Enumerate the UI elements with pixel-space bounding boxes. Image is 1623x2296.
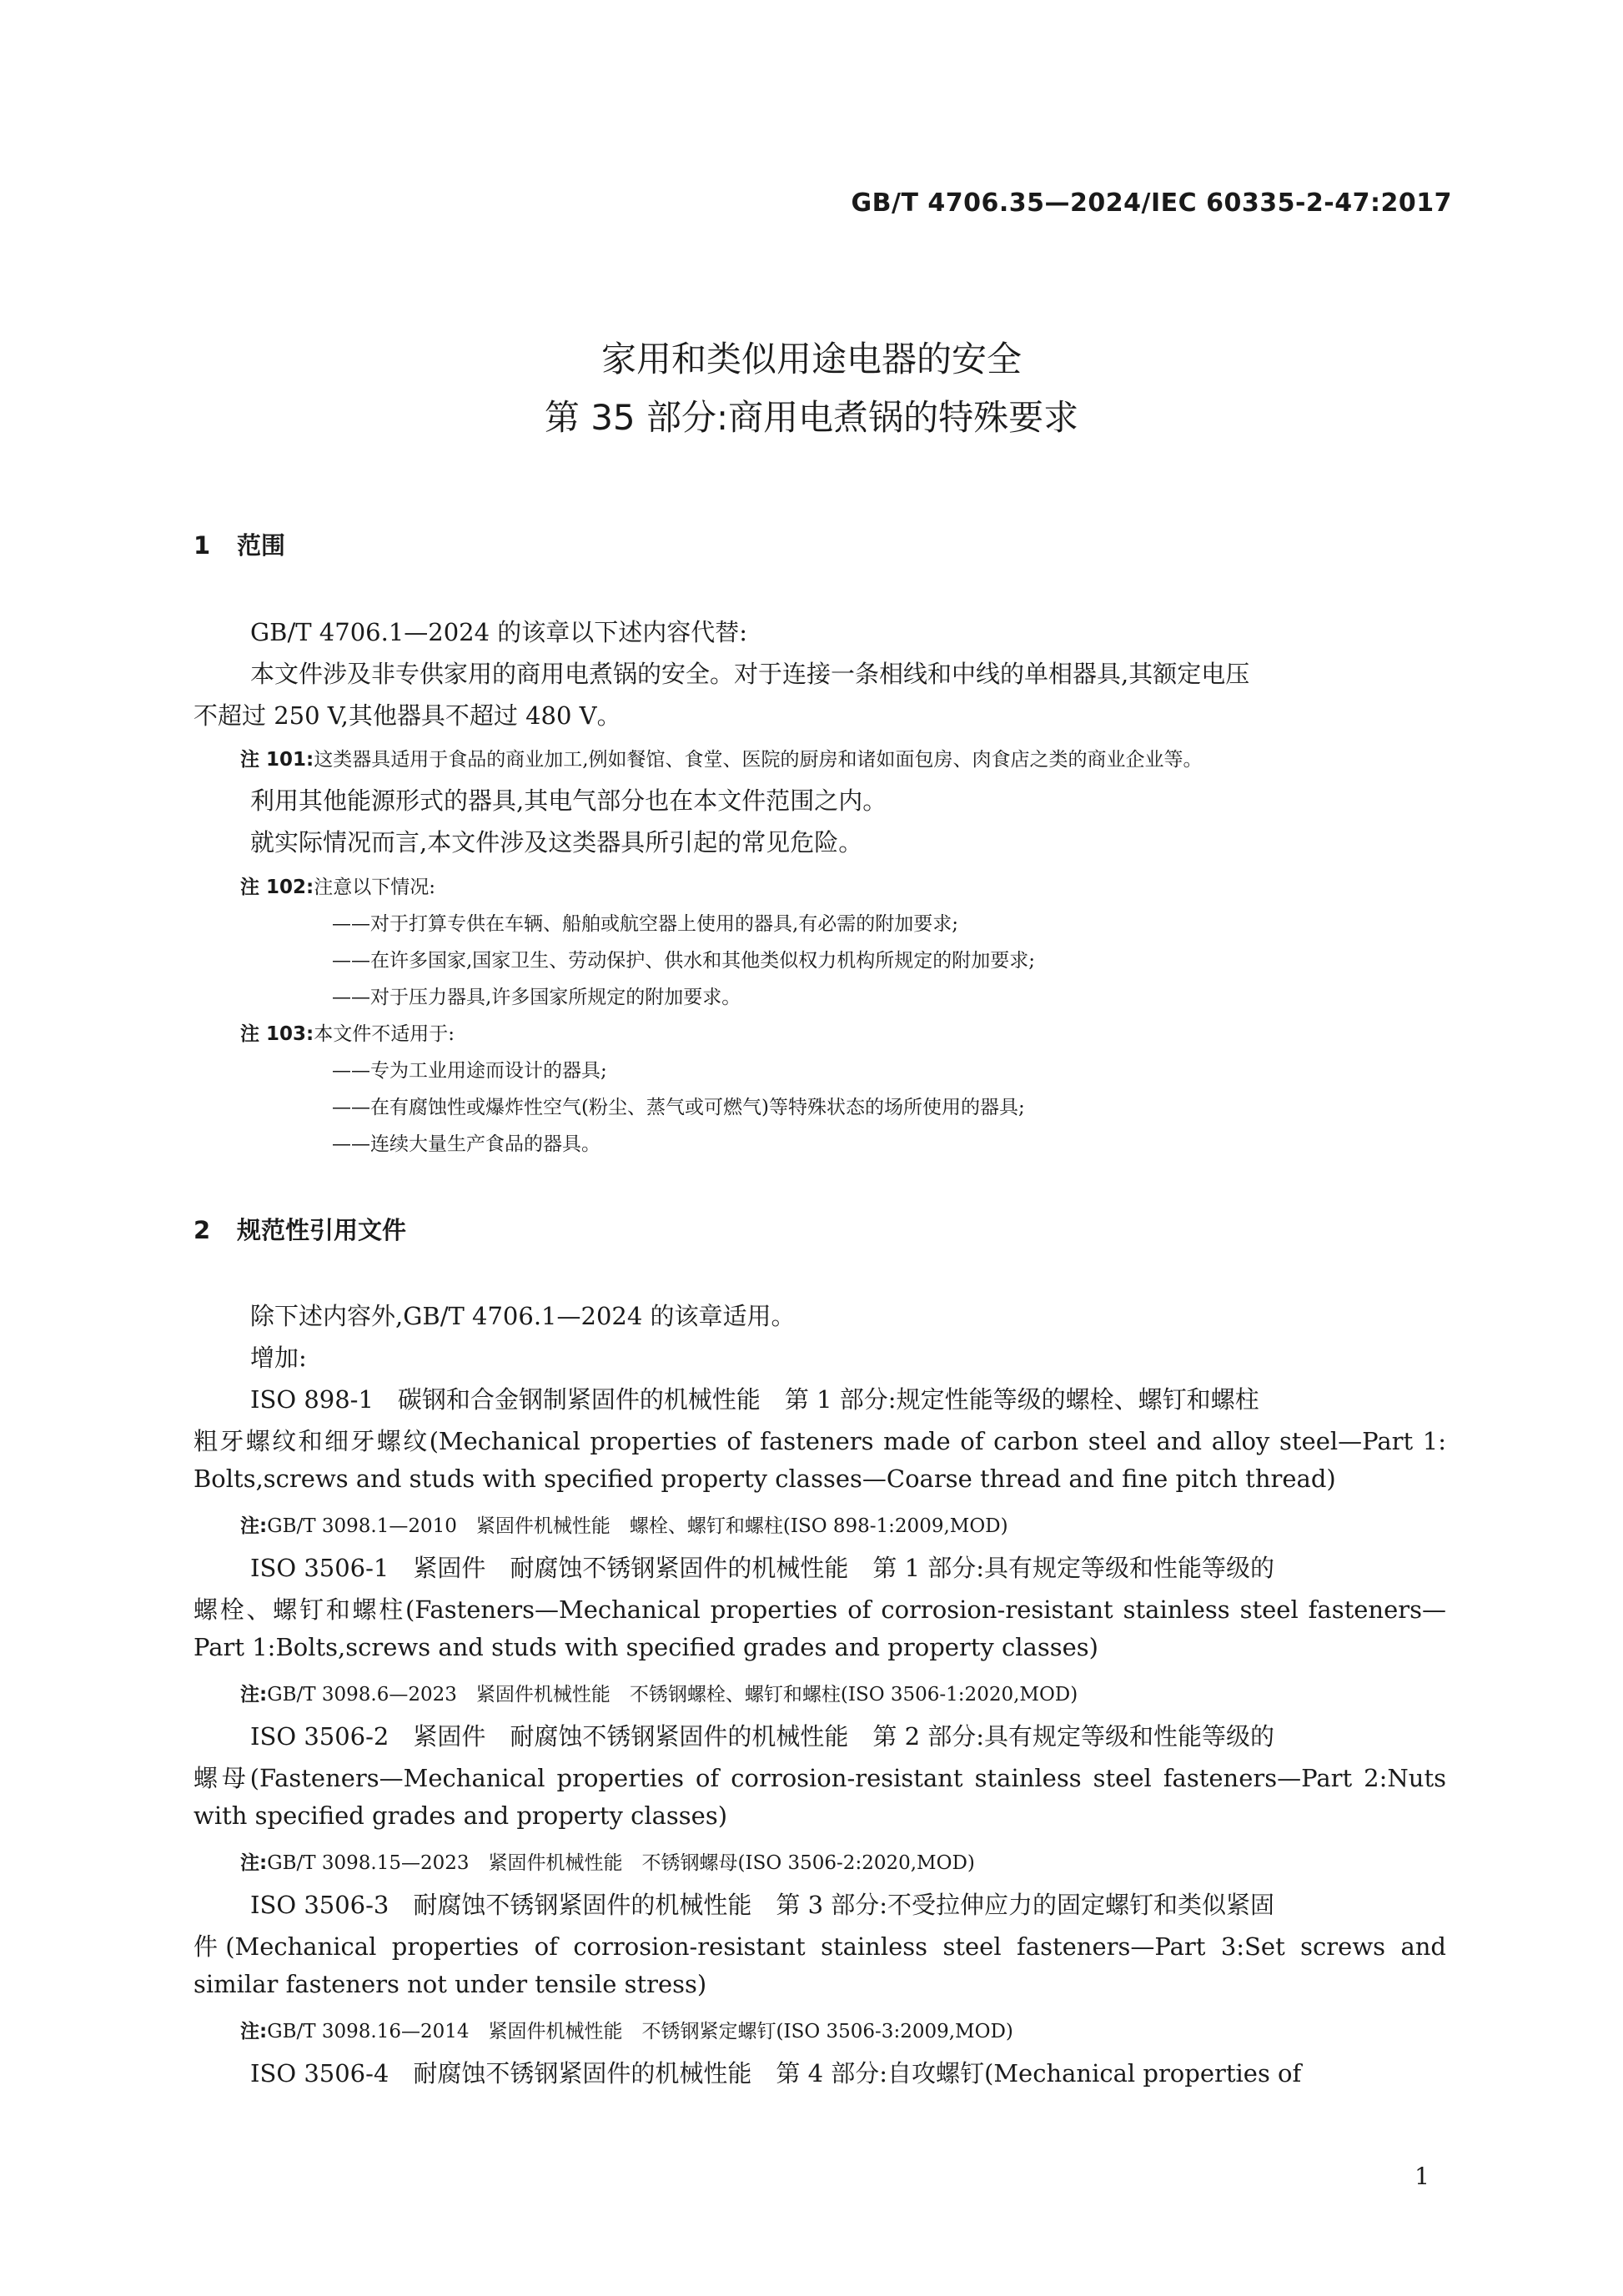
paragraph: 除下述内容外,GB/T 4706.1—2024 的该章适用。 [250,1302,796,1330]
reference-continuation: 螺母(Fasteners—Mechanical properties of corrosion-resistant stainless steel fasteners—Part 2:Nuts [193,1764,1446,1792]
reference-entry: ISO 3506-2 紧固件 耐腐蚀不锈钢紧固件的机械性能 第 2 部分:具有规定等级和性能等级的 [250,1722,1275,1751]
note-text: GB/T 3098.16—2014 紧固件机械性能 不锈钢紧定螺钉(ISO 3506-3:2009,MOD) [267,2021,1013,2042]
standard-code: GB/T 4706.35—2024/IEC 60335-2-47:2017 [851,188,1452,218]
list-item: ——连续大量生产食品的器具。 [332,1133,600,1155]
reference-entry: ISO 3506-1 紧固件 耐腐蚀不锈钢紧固件的机械性能 第 1 部分:具有规定等级和性能等级的 [250,1554,1275,1582]
paragraph: 就实际情况而言,本文件涉及这类器具所引起的常见危险。 [250,828,863,857]
note-101 [240,744,1203,771]
paragraph-continuation: 不超过 250 V,其他器具不超过 480 V。 [193,701,621,730]
reference-continuation: Part 1:Bolts,screws and studs with specified grades and property classes) [193,1633,1098,1661]
reference-entry: ISO 3506-3 耐腐蚀不锈钢紧固件的机械性能 第 3 部分:不受拉伸应力的固定螺钉和类似紧固 [250,1891,1275,1919]
note-label: 注 102: [240,877,314,898]
reference-entry: ISO 3506-4 耐腐蚀不锈钢紧固件的机械性能 第 4 部分:自攻螺钉(Mechanical properties of [250,2059,1302,2088]
section-title: 范围 [237,531,286,560]
note-label: 注: [240,2021,268,2042]
reference-note [240,1510,1008,1538]
reference-continuation: 件(Mechanical properties of corrosion-resistant stainless steel fasteners—Part 3:Set screws and [193,1932,1446,1961]
paragraph: 利用其他能源形式的器具,其电气部分也在本文件范围之内。 [250,786,887,815]
reference-continuation: with specified grades and property classes) [193,1801,728,1830]
note-text: GB/T 3098.15—2023 紧固件机械性能 不锈钢螺母(ISO 3506-2:2020,MOD) [267,1852,975,1874]
paragraph: 增加: [250,1344,307,1372]
reference-continuation: Bolts,screws and studs with specified property classes—Coarse thread and fine pitch thread) [193,1465,1336,1493]
note-103 [240,1018,455,1046]
reference-continuation: similar fasteners not under tensile stress) [193,1970,707,1998]
section-1-heading [193,527,285,561]
section-title: 规范性引用文件 [237,1216,407,1244]
reference-note [240,2016,1013,2043]
list-item: ——在有腐蚀性或爆炸性空气(粉尘、蒸气或可燃气)等特殊状态的场所使用的器具; [332,1097,1025,1118]
note-text: 本文件不适用于: [314,1023,455,1045]
document-title-line1: 家用和类似用途电器的安全 [600,339,1022,379]
note-label: 注: [240,1852,268,1874]
note-text: GB/T 3098.1—2010 紧固件机械性能 螺栓、螺钉和螺柱(ISO 898-1:2009,MOD) [267,1515,1008,1537]
note-text: GB/T 3098.6—2023 紧固件机械性能 不锈钢螺栓、螺钉和螺柱(ISO 3506-1:2020,MOD) [267,1684,1078,1706]
note-label: 注: [240,1515,268,1537]
section-number: 1 [193,531,211,560]
reference-continuation: 螺栓、螺钉和螺柱(Fasteners—Mechanical properties of corrosion-resistant stainless steel fasteners— [193,1595,1446,1624]
section-2-heading [193,1212,406,1246]
paragraph: 本文件涉及非专供家用的商用电煮锅的安全。对于连接一条相线和中线的单相器具,其额定电压 [250,660,1250,688]
note-label: 注: [240,1684,268,1706]
note-label: 注 103: [240,1023,314,1045]
reference-note [240,1679,1078,1706]
reference-entry: ISO 898-1 碳钢和合金钢制紧固件的机械性能 第 1 部分:规定性能等级的螺栓、螺钉和螺柱 [250,1385,1259,1414]
paragraph: GB/T 4706.1—2024 的该章以下述内容代替: [250,618,748,646]
note-label: 注 101: [240,749,314,771]
note-text: 这类器具适用于食品的商业加工,例如餐馆、食堂、医院的厨房和诸如面包房、肉食店之类的商业企业等。 [314,749,1203,771]
document-title-line2: 第 35 部分:商用电煮锅的特殊要求 [544,397,1079,438]
list-item: ——对于打算专供在车辆、船舶或航空器上使用的器具,有必需的附加要求; [332,913,959,935]
page-number: 1 [1414,2163,1430,2190]
list-item: ——专为工业用途而设计的器具; [332,1060,607,1082]
section-number: 2 [193,1216,211,1244]
note-102 [240,872,435,899]
reference-continuation: 粗牙螺纹和细牙螺纹(Mechanical properties of fasteners made of carbon steel and alloy steel—Part 1: [193,1427,1446,1455]
note-text: 注意以下情况: [314,877,435,898]
list-item: ——对于压力器具,许多国家所规定的附加要求。 [332,987,741,1008]
reference-note [240,1847,975,1875]
list-item: ——在许多国家,国家卫生、劳动保护、供水和其他类似权力机构所规定的附加要求; [332,950,1036,972]
